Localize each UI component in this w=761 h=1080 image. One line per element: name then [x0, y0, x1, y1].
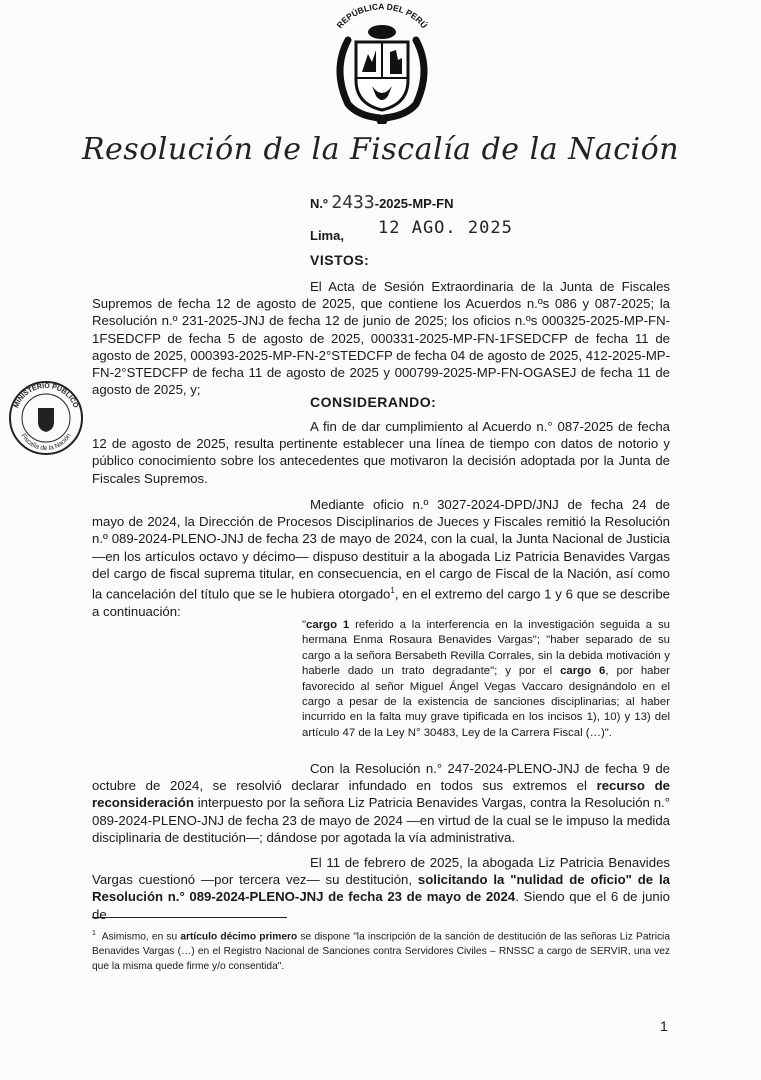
page-number: 1 [660, 1018, 668, 1034]
footnote-text-a: Asimismo, en su [101, 931, 181, 943]
paragraph-4-a: El 11 de febrero de 2025, la abogada Liz Patricia Benavides Vargas cuestionó —por tercera vez— su destitución, [92, 855, 670, 888]
national-crest [318, 0, 446, 130]
footnote-marker: 1 [92, 930, 96, 937]
footnote-ref: 1 [390, 586, 395, 596]
cargo-1-label: cargo 1 [306, 619, 350, 631]
footnote-divider [92, 917, 287, 918]
quote-mark: " [302, 619, 307, 631]
footnote-bold: artículo décimo primero [180, 931, 298, 943]
vistos-paragraph: El Acta de Sesión Extraordinaria de la Junta de Fiscales Supremos de fecha 12 de agosto de 2025, que contiene los Acuerdos n.ºs 086 y 087-2025; la Resolución n.º 231-2025-JNJ de fecha 12 de junio de 2025; los oficios n.ºs 000325-2025-MP-FN-1FSEDCFP de fecha 5 de agosto de 2025, 000331-2025-MP-FN-1FSEDCFP de fecha 11 de agosto de 2025, 000393-2025-MP-FN-2°STEDCFP de fecha 04 de agosto de 2025, 412-2025-MP-FN-2°STEDCFP de fecha 11 de agosto de 2025 y 000799-2025-MP-FN-OGASEJ de fecha 11 de agosto de 2025, y; [92, 279, 670, 398]
place-label: Lima, [310, 228, 344, 243]
considerando-paragraph-2 [92, 496, 670, 620]
considerando-paragraph-1: A fin de dar cumplimiento al Acuerdo n.° 087-2025 de fecha 12 de agosto de 2025, resulta pertinente establecer una línea de tiempo con datos de notorio y público conocimiento sobre los antecedentes que motivaron la decisión adoptada por la Junta de Fiscales Supremos. [92, 419, 670, 486]
cargo-6-label: cargo 6 [560, 665, 606, 678]
paragraph-3-a: Con la Resolución n.° 247-2024-PLENO-JNJ de fecha 9 de octubre de 2024, se resolvió declarar infundado en todos sus extremos el [92, 761, 670, 794]
document-title: Resolución de la Fiscalía de la Nación [81, 132, 680, 167]
date-stamp: 12 AGO. 2025 [378, 218, 513, 238]
considerando-paragraph-4 [92, 854, 670, 923]
resolution-number [310, 192, 453, 213]
considerando-heading: CONSIDERANDO: [310, 394, 437, 410]
official-stamp [6, 378, 86, 458]
paragraph-2-text: Mediante oficio n.º 3027-2024-DPD/JNJ de fecha 24 de mayo de 2024, la Dirección de Procesos Disciplinarios de Jueces y Fiscales remitió la Resolución n.º 089-2024-PLENO-JNJ de fecha 23 de mayo de 2024, con la cual, la Junta Nacional de Justicia —en los artículos octavo y décimo— dispuso destituir a la abogada Liz Patricia Benavides Vargas del cargo de fiscal suprema titular, en consecuencia, en el cargo de Fiscal de la Nación, así como la cancelación del título que se le hubiera otorgado [92, 497, 670, 602]
number-suffix: -2025-MP-FN [374, 196, 454, 211]
quote-part-2: , por haber favorecido al señor Miguel Ángel Vegas Vaccaro designándolo en el cargo a pesar de la existencia de sanciones disciplinarias; al haber incurrido en la falta muy grave tipificada en los incisos 1), 10) y 13) del artículo 47 de la Ley N° 30483, Ley de la Carrera Fiscal (…)". [302, 665, 670, 739]
vistos-heading: VISTOS: [310, 252, 370, 268]
quote-part-1: referido a la interferencia en la investigación seguida a su hermana Enma Rosaura Benavides Vargas"; "haber separado de su cargo a la señora Bersabeth Revilla Corrales, sin la debida motivación y haberle dado un trato degradante"; y por el [302, 619, 670, 678]
paragraph-3-b: interpuesto por la señora Liz Patricia Benavides Vargas, contra la Resolución n.° 089-2024-PLENO-JNJ de fecha 23 de mayo de 2024 —en virtud de la cual se le impuso la medida disciplinaria de destitución—; dándose por agotada la vía administrativa. [92, 795, 670, 845]
crest-text: REPÚBLICA DEL PERÚ [334, 1, 430, 31]
handwritten-number: 2433 [331, 192, 375, 213]
paragraph-4-b: . Siendo que el 6 de junio de [92, 889, 671, 922]
paragraph-4-bold: solicitando la "nulidad de oficio" de la Resolución n.° 089-2024-PLENO-JNJ de fecha 23 de mayo de 2024 [92, 872, 670, 905]
number-prefix: N.º [310, 196, 328, 211]
stamp-text-bottom: Fiscalía de la Nación [19, 432, 73, 453]
stamp-text-top: MINISTERIO PÚBLICO [12, 382, 80, 410]
svg-text:MINISTERIO PÚBLICO [13, 383, 79, 410]
footnote [92, 926, 670, 974]
paragraph-2-tail: , en el extremo del cargo 1 y 6 que se describe a continuación: [92, 586, 670, 619]
footnote-text-b: se dispone "la inscripción de la sanción de destitución de las señoras Liz Patricia Benavides Vargas (…) en el Registro Nacional de Sanciones contra Servidores Civiles – RNSSC a cargo de SERVIR, una vez que la misma quede firme y/o consentida". [92, 931, 670, 973]
paragraph-3-bold: recurso de reconsideración [92, 778, 670, 811]
quoted-charges [302, 618, 670, 741]
considerando-paragraph-3 [92, 760, 670, 846]
